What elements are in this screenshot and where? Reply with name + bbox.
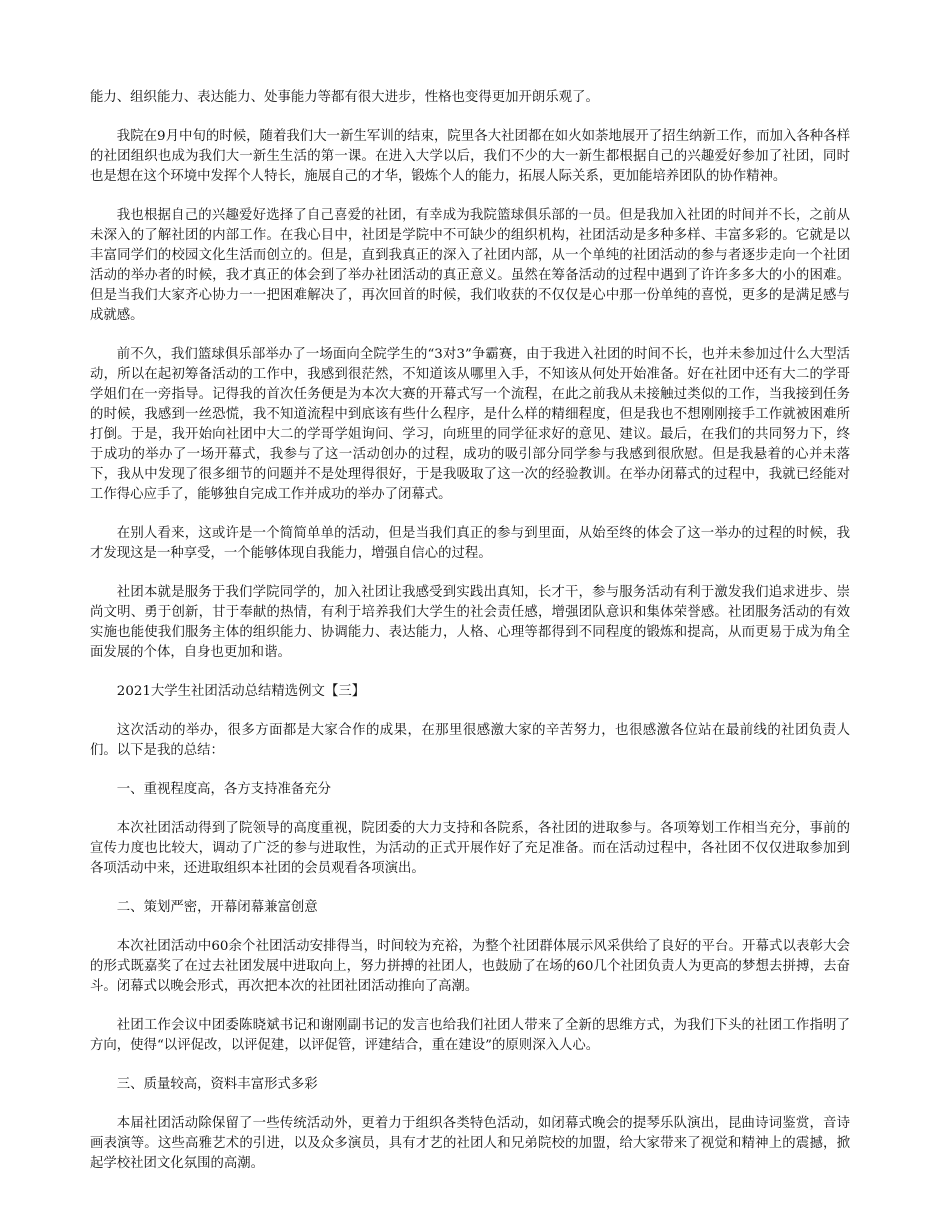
paragraph-recruitment: 我院在9月中旬的时候，随着我们大一新生军训的结束，院里各大社团都在如火如荼地展开了招生纳新工作，而加入各种各样的社团组织也成为我们大一新生生活的第一课。在进入大学以后，我们不少的大一新生都根据自己的兴趣爱好参加了社团，同时也是想在这个环境中发挥个人特长，施展自己的才华，锻炼个人的能力，拓展人际关系，更加能培养团队的协作精神。	[90, 129, 850, 184]
paragraph-reflection: 在别人看来，这或许是一个简简单单的活动，但是当我们真正的参与到里面，从始至终的体会了这一举办的过程的时候，我才发现这是一种享受，一个能够体现自我能力，增强自信心的过程。	[90, 526, 850, 561]
document-page	[90, 88, 850, 1193]
subheading-three: 三、质量较高，资料丰富形式多彩	[116, 1077, 318, 1092]
paragraph-basketball-club: 我也根据自己的兴趣爱好选择了自己喜爱的社团，有幸成为我院篮球俱乐部的一员。但是我加入社团的时间并不长，之前从未深入的了解社团的内部工作。在我心目中，社团是学院中不可缺少的组织机构，社团活动是多种多样、丰富多彩的。它就是以丰富同学们的校园文化生活而创立的。但是，直到我真正的深入了社团内部，从一个单纯的社团活动的参与者逐步走向一个社团活动的举办者的时候，我才真正的体会到了举办社团活动的真正意义。虽然在筹备活动的过程中遇到了许许多多大的小的困难。但是当我们大家齐心协力一一把困难解决了，再次回首的时候，我们收获的不仅仅是心中那一份单纯的喜悦，更多的是满足感与成就感。	[90, 208, 850, 323]
paragraph-summary-intro: 这次活动的举办，很多方面都是大家合作的成果，在那里很感激大家的辛苦努力，也很感激各位站在最前线的社团负责人们。以下是我的总结：	[90, 723, 850, 758]
paragraph-work-meeting: 社团工作会议中团委陈晓斌书记和谢刚副书记的发言也给我们社团人带来了全新的思维方式，为我们下头的社团工作指明了方向，使得“以评促改，以评促建，以评促管，评建结合，重在建设”的原则深入人心。	[90, 1018, 850, 1053]
paragraph-quality-content: 本届社团活动除保留了一些传统活动外，更着力于组织各类特色活动，如闭幕式晚会的提琴乐队演出，昆曲诗词鉴赏，音诗画表演等。这些高雅艺术的引进，以及众多演员，具有才艺的社团人和兄弟院校的加盟，给大家带来了视觉和精神上的震撼，掀起学校社团文化氛围的高潮。	[90, 1116, 850, 1171]
paragraph-continuation: 能力、组织能力、表达能力、处事能力等都有很大进步，性格也变得更加开朗乐观了。	[90, 90, 599, 105]
section-title-example-three: 2021大学生社团活动总结精选例文【三】	[116, 684, 366, 699]
paragraph-club-service: 社团本就是服务于我们学院同学的，加入社团让我感受到实践出真知，长才干，参与服务活动有利于激发我们追求进步、崇尚文明、勇于创新，甘于奉献的热情，有利于培养我们大学生的社会责任感，增强团队意识和集体荣誉感。社团服务活动的有效实施也能使我们服务主体的组织能力、协调能力、表达能力，人格、心理等都得到不同程度的锻炼和提高，从而更易于成为角全面发展的个体，自身也更加和谐。	[90, 585, 850, 660]
subheading-two: 二、策划严密，开幕闭幕兼富创意	[116, 900, 318, 915]
paragraph-leadership-support: 本次社团活动得到了院领导的高度重视，院团委的大力支持和各院系，各社团的进取参与。各项筹划工作相当充分，事前的宣传力度也比较大，调动了广泛的参与进取性，为活动的正式开展作好了充足准备。而在活动过程中，各社团不仅仅进取参加到各项活动中来，还进取组织本社团的会员观看各项演出。	[90, 821, 850, 876]
paragraph-opening-closing: 本次社团活动中60余个社团活动安排得当，时间较为充裕，为整个社团群体展示风采供给了良好的平台。开幕式以表彰大会的形式既嘉奖了在过去社团发展中进取向上，努力拼搏的社团人，也鼓励了在场的60几个社团负责人为更高的梦想去拼搏，去奋斗。闭幕式以晚会形式，再次把本次的社团社团活动推向了高潮。	[90, 939, 850, 994]
paragraph-3v3-tournament: 前不久，我们篮球俱乐部举办了一场面向全院学生的“3对3”争霸赛，由于我进入社团的时间不长，也并未参加过什么大型活动，所以在起初筹备活动的工作中，我感到很茫然，不知道该从哪里入手，不知该从何处开始准备。好在社团中还有大二的学哥学姐们在一旁指导。记得我的首次任务便是为本次大赛的开幕式写一个流程，在此之前我从未接触过类似的工作，当我接到任务的时候，我感到一丝恐慌，我不知道流程中到底该有些什么程序，是什么样的精细程度，但是我也不想刚刚接手工作就被困难所打倒。于是，我开始向社团中大二的学哥学姐询问、学习，向班里的同学征求好的意见、建议。最后，在我们的共同努力下，终于成功的举办了一场开幕式，我参与了这一活动创办的过程，成功的吸引部分同学参与我感到很欣慰。但是我悬着的心并未落下，我从中发现了很多细节的问题并不是处理得很好，于是我吸取了这一次的经验教训。在举办闭幕式的过程中，我就已经能对工作得心应手了，能够独自完成工作并成功的举办了闭幕式。	[90, 347, 850, 502]
subheading-one: 一、重视程度高，各方支持准备充分	[116, 782, 332, 797]
